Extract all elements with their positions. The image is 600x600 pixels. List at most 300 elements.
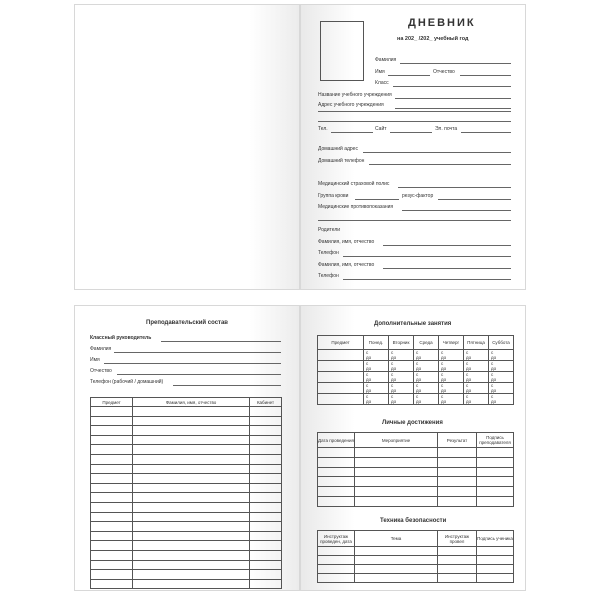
table-cell[interactable] xyxy=(133,493,250,503)
extra-header-fri: Пятница xyxy=(464,336,489,350)
table-cell[interactable] xyxy=(438,547,477,556)
label-email: Эл. почта xyxy=(435,126,458,132)
table-cell[interactable] xyxy=(133,426,250,436)
table-cell[interactable] xyxy=(250,445,282,455)
from-label: с xyxy=(441,350,444,355)
header-subject: Предмет xyxy=(91,398,133,407)
table-cell[interactable] xyxy=(355,448,438,458)
from-label: с xyxy=(466,350,469,355)
table-cell[interactable] xyxy=(250,512,282,522)
safety-table xyxy=(317,530,514,583)
to-label: до xyxy=(491,399,497,404)
table-cell[interactable] xyxy=(477,496,514,506)
teacher-surname-line xyxy=(114,352,281,353)
from-label: с xyxy=(466,361,469,366)
diary-title: ДНЕВНИК xyxy=(408,17,476,29)
table-cell[interactable] xyxy=(438,457,477,467)
class-teacher-line xyxy=(161,341,281,342)
table-cell[interactable] xyxy=(438,565,477,574)
time-cell[interactable] xyxy=(364,361,389,372)
time-cell[interactable] xyxy=(489,361,514,372)
photo-frame xyxy=(320,21,364,81)
extra-header-sat: Суббота xyxy=(489,336,514,350)
achievements-table xyxy=(317,432,514,507)
time-cell[interactable] xyxy=(464,361,489,372)
from-label: с xyxy=(366,394,369,399)
time-cell[interactable] xyxy=(389,350,414,361)
extra-title: Дополнительные занятия xyxy=(374,321,452,327)
time-cell[interactable] xyxy=(464,394,489,405)
safety-header-instructor: Инструктаж провел xyxy=(438,531,477,547)
table-row xyxy=(91,426,282,436)
table-cell[interactable] xyxy=(133,483,250,493)
table-cell[interactable] xyxy=(250,483,282,493)
table-row xyxy=(91,512,282,522)
table-cell[interactable] xyxy=(91,454,133,464)
time-cell[interactable] xyxy=(439,383,464,394)
from-label: с xyxy=(466,383,469,388)
time-cell[interactable] xyxy=(414,350,439,361)
table-cell[interactable] xyxy=(318,457,355,467)
table-row xyxy=(318,565,514,574)
to-label: до xyxy=(441,399,447,404)
safety-header-signature: Подпись ученика xyxy=(477,531,514,547)
table-cell[interactable] xyxy=(318,467,355,477)
table-cell[interactable] xyxy=(318,556,355,565)
school-address-line-2 xyxy=(318,121,511,122)
from-label: с xyxy=(416,361,419,366)
parent-name-1-line xyxy=(383,245,511,246)
table-cell[interactable] xyxy=(133,570,250,580)
time-cell[interactable] xyxy=(389,361,414,372)
table-cell[interactable] xyxy=(355,477,438,487)
diary-subtitle: на 202_ /202_ учебный год xyxy=(397,36,469,42)
patronymic-line xyxy=(460,75,511,76)
table-cell[interactable] xyxy=(355,556,438,565)
table-cell[interactable] xyxy=(133,579,250,589)
time-cell[interactable] xyxy=(389,372,414,383)
table-cell[interactable] xyxy=(355,496,438,506)
to-label: до xyxy=(466,388,472,393)
table-row xyxy=(91,579,282,589)
school-name-line-2 xyxy=(318,111,511,112)
table-row xyxy=(318,574,514,583)
from-label: с xyxy=(441,372,444,377)
table-cell[interactable] xyxy=(133,550,250,560)
time-cell[interactable] xyxy=(464,383,489,394)
to-label: до xyxy=(466,366,472,371)
achievements-title: Личные достижения xyxy=(382,420,443,426)
table-cell[interactable] xyxy=(318,448,355,458)
table-cell[interactable] xyxy=(477,467,514,477)
time-cell[interactable] xyxy=(414,394,439,405)
to-label: до xyxy=(391,355,397,360)
subject-cell[interactable] xyxy=(318,383,364,394)
table-cell[interactable] xyxy=(355,467,438,477)
from-label: с xyxy=(416,350,419,355)
to-label: до xyxy=(391,366,397,371)
table-cell[interactable] xyxy=(438,496,477,506)
table-cell[interactable] xyxy=(91,474,133,484)
from-label: с xyxy=(391,350,394,355)
teacher-phone-line xyxy=(173,385,281,386)
to-label: до xyxy=(441,377,447,382)
table-cell[interactable] xyxy=(133,541,250,551)
label-surname: Фамилия xyxy=(375,57,397,63)
from-label: с xyxy=(441,361,444,366)
table-cell[interactable] xyxy=(438,448,477,458)
table-cell[interactable] xyxy=(438,487,477,497)
label-school-address: Адрес учебного учреждения xyxy=(318,102,384,108)
label-parent-name-1: Фамилия, имя, отчество xyxy=(318,239,375,245)
header-teacher-name: Фамилия, имя, отчество xyxy=(133,398,250,407)
table-cell[interactable] xyxy=(355,547,438,556)
table-cell[interactable] xyxy=(250,416,282,426)
table-cell[interactable] xyxy=(91,512,133,522)
to-label: до xyxy=(366,366,372,371)
table-row xyxy=(91,483,282,493)
table-cell[interactable] xyxy=(91,502,133,512)
time-cell[interactable] xyxy=(489,383,514,394)
label-rh-factor: резус-фактор xyxy=(402,193,434,199)
to-label: до xyxy=(491,355,497,360)
table-cell[interactable] xyxy=(91,407,133,417)
time-cell[interactable] xyxy=(389,383,414,394)
table-row xyxy=(91,407,282,417)
table-row xyxy=(318,496,514,506)
label-teacher-surname: Фамилия xyxy=(90,346,112,352)
label-school-name: Название учебного учреждения xyxy=(318,92,392,98)
from-label: с xyxy=(441,383,444,388)
teachers-title: Преподавательский состав xyxy=(146,320,228,326)
table-row xyxy=(91,541,282,551)
from-label: с xyxy=(416,383,419,388)
table-cell[interactable] xyxy=(477,448,514,458)
teachers-page xyxy=(74,305,300,591)
table-cell[interactable] xyxy=(250,407,282,417)
to-label: до xyxy=(441,355,447,360)
extra-header-wed: Среда xyxy=(414,336,439,350)
time-cell[interactable] xyxy=(414,372,439,383)
table-cell[interactable] xyxy=(250,454,282,464)
to-label: до xyxy=(416,366,422,371)
table-cell[interactable] xyxy=(250,570,282,580)
table-cell[interactable] xyxy=(355,487,438,497)
time-cell[interactable] xyxy=(364,383,389,394)
table-row xyxy=(318,394,514,405)
table-cell[interactable] xyxy=(438,467,477,477)
to-label: до xyxy=(416,388,422,393)
table-cell[interactable] xyxy=(133,531,250,541)
school-name-line xyxy=(395,98,511,99)
time-cell[interactable] xyxy=(439,350,464,361)
from-label: с xyxy=(466,372,469,377)
table-cell[interactable] xyxy=(133,454,250,464)
table-cell[interactable] xyxy=(477,457,514,467)
parent-name-2-line xyxy=(383,268,511,269)
label-class-teacher: Классный руководитель xyxy=(90,335,152,341)
to-label: до xyxy=(491,366,497,371)
table-cell[interactable] xyxy=(318,496,355,506)
table-cell[interactable] xyxy=(250,493,282,503)
table-row xyxy=(318,372,514,383)
from-label: с xyxy=(491,350,494,355)
email-line xyxy=(461,132,511,133)
label-parents: Родители xyxy=(318,227,341,233)
table-cell[interactable] xyxy=(355,457,438,467)
table-cell[interactable] xyxy=(91,522,133,532)
label-teacher-patronymic: Отчество xyxy=(90,368,112,374)
to-label: до xyxy=(441,366,447,371)
from-label: с xyxy=(366,361,369,366)
achievements-table-header xyxy=(318,433,514,448)
table-cell[interactable] xyxy=(318,547,355,556)
table-cell[interactable] xyxy=(133,502,250,512)
to-label: до xyxy=(466,355,472,360)
from-label: с xyxy=(391,361,394,366)
table-row xyxy=(318,487,514,497)
table-cell[interactable] xyxy=(91,570,133,580)
time-cell[interactable] xyxy=(439,372,464,383)
from-label: с xyxy=(391,383,394,388)
table-cell[interactable] xyxy=(318,477,355,487)
table-cell[interactable] xyxy=(250,435,282,445)
subject-cell[interactable] xyxy=(318,350,364,361)
table-row xyxy=(91,454,282,464)
blood-group-line xyxy=(355,199,399,200)
from-label: с xyxy=(366,372,369,377)
table-cell[interactable] xyxy=(91,531,133,541)
teacher-name-line xyxy=(104,363,281,364)
table-cell[interactable] xyxy=(355,574,438,583)
table-row xyxy=(318,350,514,361)
time-cell[interactable] xyxy=(489,372,514,383)
table-cell[interactable] xyxy=(133,522,250,532)
table-row xyxy=(318,467,514,477)
table-cell[interactable] xyxy=(133,560,250,570)
time-cell[interactable] xyxy=(464,350,489,361)
to-label: до xyxy=(366,399,372,404)
label-parent-name-2: Фамилия, имя, отчество xyxy=(318,262,375,268)
table-cell[interactable] xyxy=(250,550,282,560)
extra-table-header xyxy=(318,336,514,350)
table-row xyxy=(91,445,282,455)
time-cell[interactable] xyxy=(414,383,439,394)
label-parent-phone-2: Телефон xyxy=(318,273,339,279)
from-label: с xyxy=(391,394,394,399)
table-cell[interactable] xyxy=(477,574,514,583)
parent-phone-1-line xyxy=(343,256,511,257)
achievements-header-signature: Подпись преподавателя xyxy=(477,433,514,448)
table-row xyxy=(91,560,282,570)
label-patronymic: Отчество xyxy=(433,69,455,75)
table-cell[interactable] xyxy=(91,550,133,560)
label-phone: Тел. xyxy=(318,126,328,132)
teacher-patronymic-line xyxy=(117,374,281,375)
to-label: до xyxy=(491,377,497,382)
insurance-line xyxy=(398,187,511,188)
time-cell[interactable] xyxy=(389,394,414,405)
table-cell[interactable] xyxy=(250,531,282,541)
table-row xyxy=(91,550,282,560)
table-row xyxy=(91,531,282,541)
table-cell[interactable] xyxy=(318,487,355,497)
achievements-header-date: Дата проведения xyxy=(318,433,355,448)
table-cell[interactable] xyxy=(91,560,133,570)
to-label: до xyxy=(391,399,397,404)
table-cell[interactable] xyxy=(91,435,133,445)
table-cell[interactable] xyxy=(438,477,477,487)
table-cell[interactable] xyxy=(438,574,477,583)
table-row xyxy=(91,435,282,445)
table-row xyxy=(91,493,282,503)
time-cell[interactable] xyxy=(364,372,389,383)
table-cell[interactable] xyxy=(477,556,514,565)
phone-line xyxy=(331,132,373,133)
from-label: с xyxy=(466,394,469,399)
table-cell[interactable] xyxy=(133,445,250,455)
table-cell[interactable] xyxy=(477,565,514,574)
home-phone-line xyxy=(369,164,511,165)
table-cell[interactable] xyxy=(133,512,250,522)
subject-cell[interactable] xyxy=(318,394,364,405)
table-cell[interactable] xyxy=(91,426,133,436)
table-cell[interactable] xyxy=(438,556,477,565)
table-row xyxy=(91,474,282,484)
from-label: с xyxy=(391,372,394,377)
table-cell[interactable] xyxy=(91,493,133,503)
to-label: до xyxy=(366,388,372,393)
from-label: с xyxy=(491,361,494,366)
achievements-header-result: Результат xyxy=(438,433,477,448)
surname-line xyxy=(400,63,511,64)
school-address-line xyxy=(395,108,511,109)
from-label: с xyxy=(491,372,494,377)
table-cell[interactable] xyxy=(91,483,133,493)
table-cell[interactable] xyxy=(250,541,282,551)
home-address-line xyxy=(363,152,511,153)
table-cell[interactable] xyxy=(318,574,355,583)
rh-factor-line xyxy=(438,199,511,200)
time-cell[interactable] xyxy=(489,350,514,361)
to-label: до xyxy=(466,377,472,382)
label-class: Класс xyxy=(375,80,389,86)
extra-header-tue: Вторник xyxy=(389,336,414,350)
class-line xyxy=(393,86,511,87)
label-home-phone: Домашний телефон xyxy=(318,158,365,164)
time-cell[interactable] xyxy=(439,361,464,372)
table-cell[interactable] xyxy=(250,560,282,570)
top-spread xyxy=(0,0,600,294)
table-row xyxy=(91,570,282,580)
table-cell[interactable] xyxy=(318,565,355,574)
label-teacher-name: Имя xyxy=(90,357,100,363)
table-cell[interactable] xyxy=(91,541,133,551)
table-cell[interactable] xyxy=(477,477,514,487)
to-label: до xyxy=(441,388,447,393)
time-cell[interactable] xyxy=(414,361,439,372)
safety-header-topic: Тема xyxy=(355,531,438,547)
activities-page xyxy=(300,305,526,591)
from-label: с xyxy=(416,394,419,399)
time-cell[interactable] xyxy=(364,394,389,405)
table-cell[interactable] xyxy=(91,464,133,474)
header-room: Кабинет xyxy=(250,398,282,407)
contraindications-line xyxy=(402,210,511,211)
table-row xyxy=(91,416,282,426)
from-label: с xyxy=(366,350,369,355)
table-row xyxy=(318,448,514,458)
from-label: с xyxy=(366,383,369,388)
to-label: до xyxy=(366,377,372,382)
table-cell[interactable] xyxy=(133,407,250,417)
subject-cell[interactable] xyxy=(318,361,364,372)
table-cell[interactable] xyxy=(250,502,282,512)
time-cell[interactable] xyxy=(489,394,514,405)
from-label: с xyxy=(416,372,419,377)
to-label: до xyxy=(416,355,422,360)
table-cell[interactable] xyxy=(91,416,133,426)
from-label: с xyxy=(491,394,494,399)
table-cell[interactable] xyxy=(133,464,250,474)
table-cell[interactable] xyxy=(133,416,250,426)
table-row xyxy=(318,477,514,487)
from-label: с xyxy=(491,383,494,388)
label-parent-phone-1: Телефон xyxy=(318,250,339,256)
bottom-spread xyxy=(0,301,600,595)
time-cell[interactable] xyxy=(464,372,489,383)
to-label: до xyxy=(466,399,472,404)
table-cell[interactable] xyxy=(133,474,250,484)
to-label: до xyxy=(391,377,397,382)
table-row xyxy=(318,383,514,394)
to-label: до xyxy=(416,399,422,404)
extra-header-subject: Предмет xyxy=(318,336,364,350)
safety-title: Техника безопасности xyxy=(380,518,447,524)
teachers-table-header xyxy=(91,398,282,407)
extra-header-thu: Четверг xyxy=(439,336,464,350)
to-label: до xyxy=(491,388,497,393)
parent-phone-2-line xyxy=(343,279,511,280)
from-label: с xyxy=(441,394,444,399)
table-cell[interactable] xyxy=(477,487,514,497)
subject-cell[interactable] xyxy=(318,372,364,383)
table-cell[interactable] xyxy=(91,579,133,589)
table-cell[interactable] xyxy=(250,474,282,484)
table-row xyxy=(91,502,282,512)
diary-title-page xyxy=(300,4,526,290)
table-cell[interactable] xyxy=(355,565,438,574)
table-cell[interactable] xyxy=(250,426,282,436)
table-row xyxy=(318,361,514,372)
blank-page xyxy=(74,4,300,290)
table-cell[interactable] xyxy=(91,445,133,455)
time-cell[interactable] xyxy=(364,350,389,361)
time-cell[interactable] xyxy=(439,394,464,405)
table-row xyxy=(318,547,514,556)
teachers-table xyxy=(90,397,282,589)
table-cell[interactable] xyxy=(250,464,282,474)
to-label: до xyxy=(366,355,372,360)
label-home-address: Домашний адрес xyxy=(318,146,358,152)
table-cell[interactable] xyxy=(250,579,282,589)
to-label: до xyxy=(391,388,397,393)
safety-header-date: Инструктаж проведен, дата xyxy=(318,531,355,547)
table-cell[interactable] xyxy=(477,547,514,556)
table-cell[interactable] xyxy=(133,435,250,445)
table-cell[interactable] xyxy=(250,522,282,532)
table-row xyxy=(318,457,514,467)
